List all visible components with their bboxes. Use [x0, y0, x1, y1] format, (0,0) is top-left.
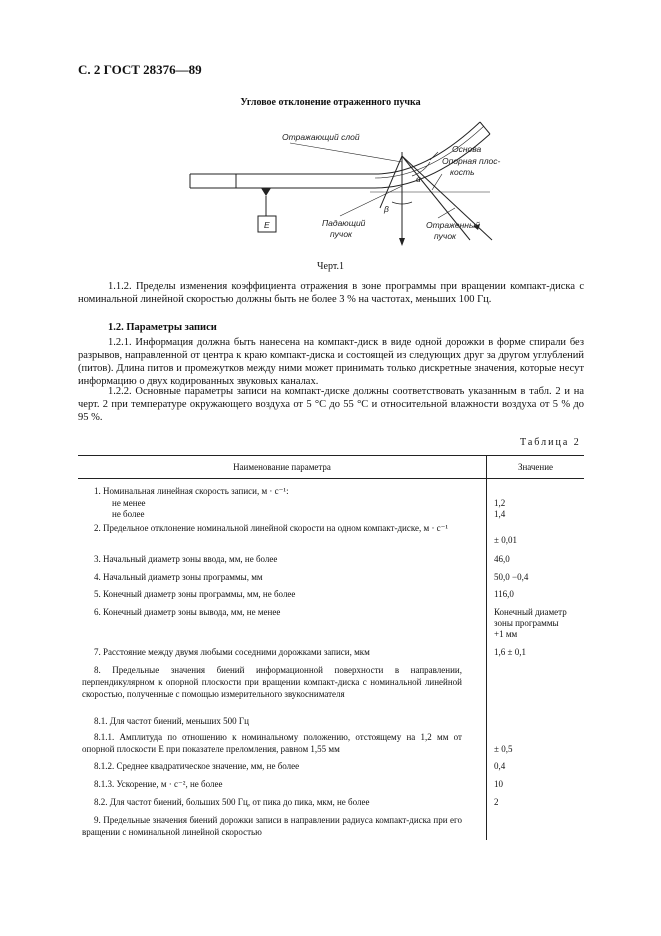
row-8-2-param: 8.2. Для частот биений, больших 500 Гц, от пика до пика, мкм, не более — [94, 797, 370, 807]
row-6-value-line-1: Конечный диаметр — [494, 607, 567, 617]
leader-plane — [432, 174, 442, 190]
row-3-param: 3. Начальный диаметр зоны ввода, мм, не более — [94, 554, 278, 564]
support-triangle — [261, 188, 271, 196]
row-1-param: 1. Номинальная линейная скорость записи, м · с⁻¹: — [94, 486, 289, 496]
row-7-value: 1,6 ± 0,1 — [494, 647, 526, 657]
row-5-value: 116,0 — [494, 589, 514, 599]
table-column-divider — [486, 455, 487, 840]
leader-incident — [340, 186, 402, 216]
row-6-param: 6. Конечный диаметр зоны вывода, мм, не менее — [94, 607, 281, 617]
label-incident-1: Падающий — [322, 218, 366, 228]
label-base: Основа — [452, 144, 482, 154]
page-header: С. 2 ГОСТ 28376—89 — [78, 62, 202, 77]
normal-line — [380, 156, 402, 208]
paragraph-1-2-2: 1.2.2. Основные параметры записи на компакт-диске должны соответствовать указанным в табл. 2 и на черт. 2 при температуре окружающего воздуха от 5 °С до 55 °С и относительной влажности воздуха от 5 % до 95 %. — [78, 386, 584, 423]
label-incident-2: пучок — [330, 229, 353, 239]
disc-base-top-line — [190, 122, 480, 174]
row-6-value-line-3: +1 мм — [494, 629, 518, 639]
leader-layer — [290, 143, 402, 162]
row-1-value-min: 1,2 — [494, 498, 506, 508]
paragraph-1-1-2: 1.1.2. Пределы изменения коэффициента отражения в зоне программы при вращении компакт-диска с номинальной линейной скоростью должны быть не более 3 % на частотах, меньших 100 Гц. — [78, 281, 584, 305]
row-8-1-3-value: 10 — [494, 779, 503, 789]
table-label: Таблица 2 — [520, 437, 581, 448]
row-8-1-1-value: ± 0,5 — [494, 744, 513, 754]
row-8-1-param: 8.1. Для частот биений, меньших 500 Гц — [94, 716, 249, 726]
label-reference-plane-1: Опорная плос- — [442, 156, 501, 166]
table-header-value: Значение — [517, 462, 554, 472]
row-1-sub-max: не более — [112, 509, 145, 519]
row-3-value: 46,0 — [494, 554, 510, 564]
row-2-param: 2. Предельное отклонение номинальной линейной скорости на одном компакт-диске, м · с⁻¹ — [94, 523, 449, 533]
row-8-1-1-param: 8.1.1. Амплитуда по отношению к номинальному положению, отстоящему на 1,2 мм от опорной плоскости E при показателе преломления, равном 1,55 мм — [82, 732, 462, 754]
e-box-label: E — [264, 220, 270, 230]
row-1-value-max: 1,4 — [494, 509, 506, 519]
row-7-param: 7. Расстояние между двумя любыми соседними дорожками записи, мкм — [94, 647, 370, 657]
figure-caption: Черт.1 — [317, 261, 344, 272]
label-reflected-2: пучок — [434, 231, 457, 241]
leader-base — [430, 152, 438, 160]
row-8-1-3-param: 8.1.3. Ускорение, м · с⁻², не более — [94, 779, 223, 789]
figure-title: Угловое отклонение отраженного пучка — [240, 97, 421, 108]
leader-reflected — [438, 208, 455, 218]
label-reference-plane-2: кость — [450, 167, 475, 177]
row-4-param: 4. Начальный диаметр зоны программы, мм — [94, 572, 263, 582]
paragraph-1-2-1: 1.2.1. Информация должна быть нанесена на компакт-диск в виде одной дорожки в форме спирали без разрывов, направленной от центра к краю компакт-диска и состоящей из следующих друг за другом углублений (питов). Длина питов и промежутков между ними может принимать только дискретные значения, которые несут информацию о двух кодированных звуковых каналах. — [78, 337, 584, 387]
incident-arrow — [399, 238, 405, 246]
beam-deflection-figure — [180, 112, 510, 252]
table-header-param: Наименование параметра — [233, 462, 331, 472]
label-reflected-1: Отраженный — [426, 220, 480, 230]
beta-label: β — [384, 204, 389, 214]
alpha-label: α — [416, 174, 421, 184]
row-8-2-value: 2 — [494, 797, 499, 807]
row-5-param: 5. Конечный диаметр зоны программы, мм, не более — [94, 589, 296, 599]
row-9-param: 9. Предельные значения биений дорожки записи в направлении радиуса компакт-диска при его вращении с номинальной линейной скоростью — [82, 815, 462, 837]
table-header-border — [78, 478, 584, 479]
row-8-1-2-value: 0,4 — [494, 761, 506, 771]
label-reflecting-layer: Отражающий слой — [282, 132, 360, 142]
row-8-param: 8. Предельные значения биений информационной поверхности в направлении, перпендикулярном к опорной плоскости при вращении компакт-диска с номинальной линейной скоростью, полученные с помощью измерительного звукоснимателя — [82, 665, 462, 699]
row-2-value: ± 0,01 — [494, 535, 517, 545]
section-heading-1-2: 1.2. Параметры записи — [108, 322, 217, 333]
row-8-1-2-param: 8.1.2. Среднее квадратическое значение, мм, не более — [94, 761, 300, 771]
row-4-value: 50,0 −0,4 — [494, 572, 529, 582]
row-1-sub-min: не менее — [112, 498, 146, 508]
table-top-border — [78, 455, 584, 456]
row-6-value-line-2: зоны программы — [494, 618, 559, 628]
